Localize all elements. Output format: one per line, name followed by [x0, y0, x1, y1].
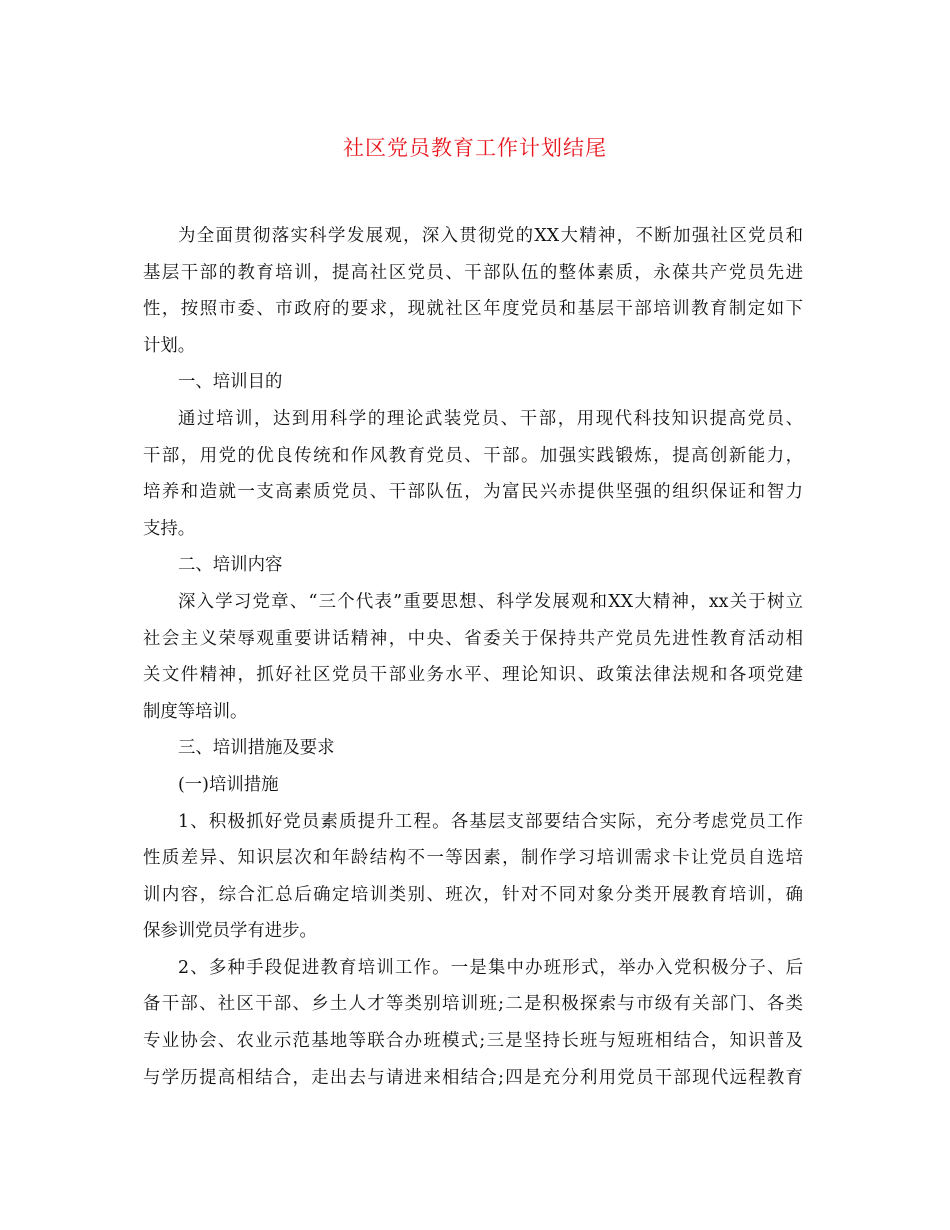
paragraph-line: 训内容，综合汇总后确定培训类别、班次，针对不同对象分类开展教育培训，确 [143, 884, 803, 905]
paragraph-line: 2、多种手段促进教育培训工作。一是集中办班形式，举办入党积极分子、后 [178, 957, 803, 978]
paragraph-line: 1、积极抓好党员素质提升工程。各基层支部要结合实际，充分考虑党员工作 [178, 811, 803, 832]
paragraph-line: 备干部、社区干部、乡土人才等类别培训班;二是积极探索与市级有关部门、各类 [143, 994, 803, 1015]
paragraph-line: 专业协会、农业示范基地等联合办班模式;三是坚持长班与短班相结合，知识普及 [143, 1031, 803, 1052]
paragraph-line: 性，按照市委、市政府的要求，现就社区年度党员和基层干部培训教育制定如下 [143, 299, 803, 320]
paragraph-line: 深入学习党章、“三个代表”重要思想、科学发展观和XX大精神，xx关于树立 [178, 591, 803, 612]
paragraph-line: 培养和造就一支高素质党员、干部队伍，为富民兴赤提供坚强的组织保证和智力 [143, 482, 803, 503]
paragraph-line: 通过培训，达到用科学的理论武装党员、干部，用现代科技知识提高党员、 [178, 408, 803, 429]
section-heading: 一、培训目的 [178, 372, 283, 393]
paragraph-line: 计划。 [143, 335, 196, 356]
section-heading: (一)培训措施 [178, 774, 279, 795]
paragraph-line: 社会主义荣辱观重要讲话精神，中央、省委关于保持共产党员先进性教育活动相 [143, 628, 803, 649]
document-title: 社区党员教育工作计划结尾 [343, 136, 607, 160]
paragraph-line: 为全面贯彻落实科学发展观，深入贯彻党的XX大精神，不断加强社区党员和 [178, 226, 803, 246]
paragraph-line: 性质差异、知识层次和年龄结构不一等因素，制作学习培训需求卡让党员自选培 [143, 848, 803, 869]
section-heading: 三、培训措施及要求 [178, 738, 335, 759]
paragraph-line: 保参训党员学有进步。 [143, 921, 317, 942]
paragraph-line: 基层干部的教育培训，提高社区党员、干部队伍的整体素质，永葆共产党员先进 [143, 262, 803, 283]
paragraph-line: 与学历提高相结合，走出去与请进来相结合;四是充分利用党员干部现代远程教育 [143, 1067, 803, 1088]
paragraph-line: 关文件精神，抓好社区党员干部业务水平、理论知识、政策法律法规和各项党建 [143, 665, 803, 686]
paragraph-line: 支持。 [143, 518, 196, 539]
paragraph-line: 干部，用党的优良传统和作风教育党员、干部。加强实践锻炼，提高创新能力， [143, 445, 803, 466]
document-body [143, 218, 803, 1096]
section-heading: 二、培训内容 [178, 555, 283, 576]
paragraph-line: 制度等培训。 [143, 701, 248, 722]
